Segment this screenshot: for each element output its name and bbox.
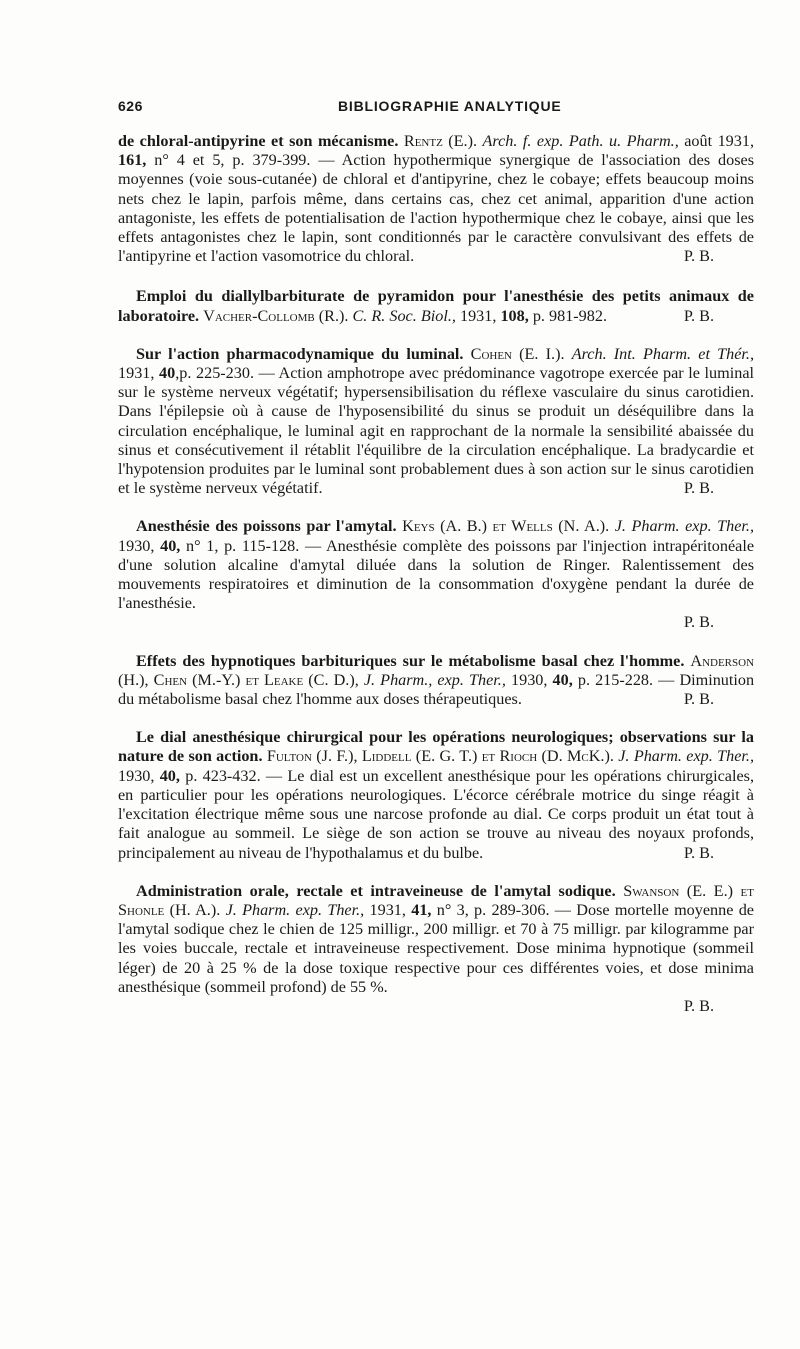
bibliography-entry [118,345,754,499]
bibliography-entry [118,132,754,266]
entry-abstract: — Diminution du métabolisme basal chez l'homme aux doses thérapeutiques. [118,670,755,709]
entry-journal: J. Pharm. exp. Ther., [614,517,755,536]
entry-pages: n° 4 et 5, p. 379-399. [154,151,311,170]
entry-signature: P. B. [683,247,714,266]
entry-title: Sur l'action pharmacodynamique du luminal. [136,344,464,363]
entry-signature: P. B. [683,843,714,862]
entry-journal: C. R. Soc. Biol., [352,306,456,325]
entry-pages: ,p. 225-230. [175,364,255,383]
entry-title: de chloral-antipyrine et son mécanisme. [118,132,399,150]
entry-signature: P. B. [683,690,714,709]
entry-signature: P. B. [683,306,714,325]
entry-date: 1930, [118,536,155,555]
entry-authors: Fulton (J. F.), Liddell (E. G. T.) et Rioch (D. McK.). [266,747,614,766]
entry-date: 1930, [511,670,548,689]
entry-abstract: — Le dial est un excellent anesthésique pour les opérations chirurgicales, en particulier pour les opérations neurologiques. L'écorce cérébrale motrice du singe réagit à l'excitation électrique même sous une narcose profonde au dial. Ce corps produit un état tout à fait analogue au sommeil. Le siège de son action se trouve au niveau des noyaux profonds, principalement au niveau de l'hypothalamus et du bulbe. [118,766,754,862]
bibliography-entry [118,728,754,862]
page-number: 626 [118,98,143,114]
entry-volume: 40, [552,670,573,689]
entry-date: 1931, [459,306,497,325]
entry-title: Emploi du diallylbarbiturate de pyramidon pour l'anesthésie des petits animaux de laboratoire. [118,287,754,325]
entry-authors: Anderson (H.), Chen (M.-Y.) et Leake (C. D.), [118,651,755,689]
bibliography-entry [118,882,754,1016]
entry-abstract: — Action hypothermique synergique de l'association des doses moyennes (voie sous-cutanée) de chloral et d'antipyrine, chez le cobaye; effets beaucoup moins nets chez le lapin, parfois même, dans certains cas, chez cet animal, apparition d'une action antagoniste, les effets de potentialisation de l'action hypothermique chez le cobaye, ainsi que les effets antagonistes chez le lapin, sont conditionnés par le caractère convulsivant des effets de l'antipyrine et l'action vasomotrice du chloral. [118,151,755,266]
entry-pages: p. 423-432. [185,766,261,785]
running-title: BIBLIOGRAPHIE ANALYTIQUE [338,98,562,114]
entry-abstract: — Dose mortelle moyenne de l'amytal sodique chez le chien de 125 milligr., 200 milligr. et 70 à 75 milligr. par kilogramme par les voies buccale, rectale et intraveineuse respectivement. Dose minima hypnotique (sommeil léger) de 20 à 25 % de la dose toxique respective pour ces différentes voies, et dose minima anesthésique (sommeil profond) de 55 %. [118,900,754,996]
entry-volume: 40, [159,766,180,785]
entry-abstract: — Anesthésie complète des poissons par l'injection intrapéritonéale d'une solution alcaline d'amytal diluée dans la solution de Ringer. Ralentissement des mouvements respiratoires et diminution de la consommation d'oxygène pendant la durée de l'anesthésie. [118,536,755,613]
entry-date: août 1931, [684,132,755,150]
entry-journal: J. Pharm. exp. Ther., [618,747,755,766]
entry-title: Anesthésie des poissons par l'amytal. [136,517,397,536]
entry-title: Le dial anesthésique chirurgical pour les opérations neurologiques; observations sur la nature de son action. [118,728,754,766]
entry-signature: P. B. [683,613,714,632]
entry-pages: p. 981-982. [532,306,607,325]
running-head [118,98,750,120]
entry-authors: Rentz (E.). [403,132,478,150]
entry-journal: Arch. f. exp. Path. u. Pharm., [482,132,679,150]
entry-authors: Cohen (E. I.). [470,344,565,363]
entry-abstract: — Action amphotrope avec prédominance vagotrope exercée par le luminal sur le système nerveux végétatif; hypersensibilisation du réflexe vasculaire du sinus carotidien. Dans l'épilepsie où à cause de l'hyposensibilité du sinus se produit un déséquilibre dans la circulation encéphalique, le luminal agit en rapprochant de la normale la sensibilité abaissée du sinus et consécutivement il rétablit l'équilibre de la circulation encéphalique. La bradycardie et l'hypotension produites par le luminal sont probablement dues à son action sur le sinus carotidien et le système nerveux végétatif. [118,364,755,498]
entry-volume: 41, [411,900,432,919]
entry-volume: 108, [500,306,529,325]
bibliography-entry [118,287,754,325]
entry-authors: Vacher-Collomb (R.). [203,306,349,325]
entry-journal: J. Pharm., exp. Ther., [363,670,506,689]
entry-authors: Keys (A. B.) et Wells (N. A.). [402,517,610,536]
entry-signature: P. B. [683,479,714,498]
entry-title: Administration orale, rectale et intraveineuse de l'amytal sodique. [136,881,616,900]
entry-date: 1930, [118,766,155,785]
entry-journal: J. Pharm. exp. Ther., [225,900,365,919]
bibliography-list [118,132,754,1035]
entry-title: Effets des hypnotiques barbituriques sur le métabolisme basal chez l'homme. [136,651,685,670]
entry-journal: Arch. Int. Pharm. et Thér., [571,344,754,363]
entry-date: 1931, [369,900,406,919]
entry-volume: 161, [118,151,147,170]
entry-pages: n° 3, p. 289-306. [436,900,550,919]
entry-volume: 40 [159,364,176,383]
entry-signature: P. B. [683,996,714,1015]
entry-authors: Swanson (E. E.) et Shonle (H. A.). [118,881,754,919]
entry-pages: n° 1, p. 115-128. [186,536,300,555]
entry-volume: 40, [160,536,181,555]
bibliography-entry [118,517,754,632]
entry-date: 1931, [118,364,155,383]
bibliography-entry [118,652,754,710]
entry-pages: p. 215-228. [577,670,654,689]
